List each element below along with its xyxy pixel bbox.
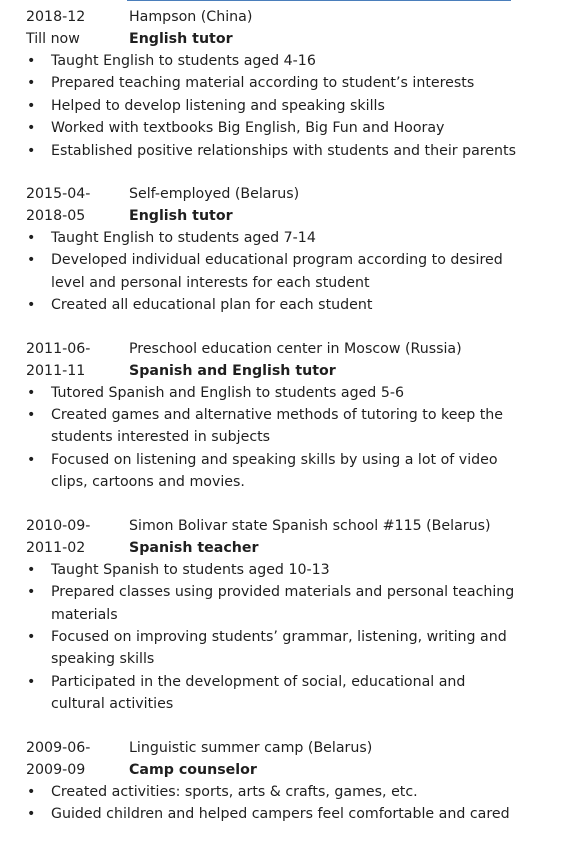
date-end: 2011-02 xyxy=(26,539,86,556)
duty-item: • Focused on improving students’ grammar, listening, writing and speaking skills xyxy=(0,626,562,671)
duty-item: • Tutored Spanish and English to students aged 5-6 xyxy=(0,382,562,404)
duties-list xyxy=(0,50,562,162)
entry-header-line xyxy=(0,6,562,28)
date-start: 2009-06- xyxy=(26,739,91,756)
section-top-rule xyxy=(127,0,511,1)
date-end: 2011-11 xyxy=(26,362,86,379)
entry-header-line xyxy=(0,183,562,205)
entry-subheader-line xyxy=(0,360,562,382)
position-title: English tutor xyxy=(129,31,233,47)
date-start: 2010-09- xyxy=(26,517,91,534)
work-experience-section xyxy=(0,6,562,846)
job-entry-self-employed xyxy=(0,183,562,317)
date-end: 2009-09 xyxy=(26,761,86,778)
date-start: 2011-06- xyxy=(26,340,91,357)
duty-item: • Worked with textbooks Big English, Big Fun and Hooray xyxy=(0,117,562,139)
date-end: Till now xyxy=(26,31,80,47)
entry-header-line xyxy=(0,737,562,759)
duty-item: • Helped to develop listening and speaking skills xyxy=(0,95,562,117)
duty-item: • Guided children and helped campers feel comfortable and cared xyxy=(0,803,562,825)
organization: Linguistic summer camp (Belarus) xyxy=(129,739,373,756)
organization: Preschool education center in Moscow (Russia) xyxy=(129,340,462,357)
organization: Simon Bolivar state Spanish school #115 (Belarus) xyxy=(129,517,491,534)
entry-header-line xyxy=(0,338,562,360)
duty-item: • Created activities: sports, arts & crafts, games, etc. xyxy=(0,781,562,803)
duties-list xyxy=(0,781,562,826)
duty-item: • Created games and alternative methods of tutoring to keep the students interested in subjects xyxy=(0,404,562,449)
date-start: 2015-04- xyxy=(26,186,91,203)
duty-item: • Participated in the development of social, educational and cultural activities xyxy=(0,671,562,716)
job-entry-preschool-moscow xyxy=(0,338,562,494)
organization: Self-employed (Belarus) xyxy=(129,186,300,203)
organization: Hampson (China) xyxy=(129,9,253,25)
duty-item: • Created all educational plan for each student xyxy=(0,294,562,316)
job-entry-summer-camp xyxy=(0,737,562,826)
duty-item: • Prepared classes using provided materials and personal teaching materials xyxy=(0,581,562,626)
job-entry-simon-bolivar xyxy=(0,515,562,716)
position-title: English tutor xyxy=(129,208,233,225)
duty-item: • Taught Spanish to students aged 10-13 xyxy=(0,559,562,581)
duties-list xyxy=(0,227,562,317)
position-title: Camp counselor xyxy=(129,761,257,778)
duty-item: • Established positive relationships with students and their parents xyxy=(0,140,562,162)
job-entry-hampson xyxy=(0,6,562,162)
entry-subheader-line xyxy=(0,205,562,227)
duty-item: • Taught English to students aged 7-14 xyxy=(0,227,562,249)
duties-list xyxy=(0,382,562,494)
duty-item: • Focused on listening and speaking skills by using a lot of video clips, cartoons and movies. xyxy=(0,449,562,494)
position-title: Spanish teacher xyxy=(129,539,259,556)
entry-subheader-line xyxy=(0,759,562,781)
duty-item: • Developed individual educational program according to desired level and personal interests for each student xyxy=(0,249,562,294)
entry-subheader-line xyxy=(0,537,562,559)
position-title: Spanish and English tutor xyxy=(129,362,336,379)
duty-item: • Taught English to students aged 4-16 xyxy=(0,50,562,72)
entry-subheader-line xyxy=(0,28,562,50)
date-end: 2018-05 xyxy=(26,208,86,225)
duty-item: • Prepared teaching material according to student’s interests xyxy=(0,72,562,94)
date-start: 2018-12 xyxy=(26,9,86,25)
entry-header-line xyxy=(0,515,562,537)
duties-list xyxy=(0,559,562,716)
